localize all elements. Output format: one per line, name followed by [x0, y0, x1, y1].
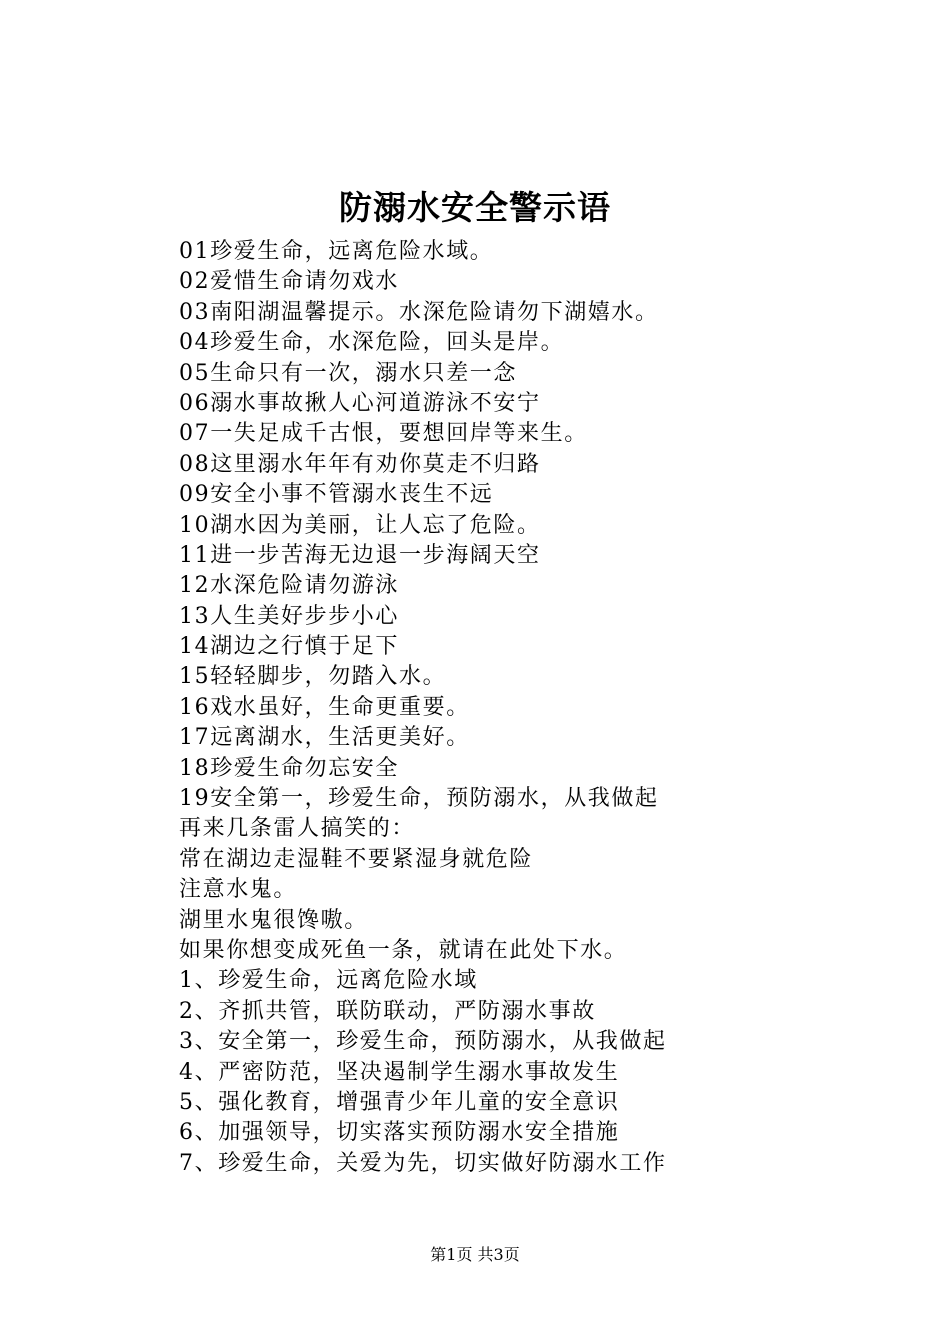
text-line: 1、珍爱生命，远离危险水域 — [179, 968, 478, 994]
text-line: 19安全第一，珍爱生命，预防溺水，从我做起 — [179, 786, 659, 812]
text-line: 11进一步苦海无边退一步海阔天空 — [179, 542, 541, 568]
text-line: 再来几条雷人搞笑的： — [179, 816, 416, 842]
text-line: 07一失足成千古恨，要想回岸等来生。 — [179, 421, 588, 447]
text-line: 14湖边之行慎于足下 — [179, 634, 399, 660]
text-line: 湖里水鬼很馋嗷。 — [179, 907, 368, 933]
text-line: 06溺水事故揪人心河道游泳不安宁 — [179, 390, 541, 416]
text-line: 01珍爱生命，远离危险水域。 — [179, 239, 494, 264]
text-line: 注意水鬼。 — [179, 877, 298, 903]
text-line: 09安全小事不管溺水丧生不远 — [179, 482, 494, 508]
text-line: 7、珍爱生命，关爱为先，切实做好防溺水工作 — [179, 1150, 667, 1176]
text-line: 17远离湖水，生活更美好。 — [179, 725, 470, 751]
text-line: 3、安全第一，珍爱生命，预防溺水，从我做起 — [179, 1029, 667, 1055]
text-line: 15轻轻脚步，勿踏入水。 — [179, 664, 447, 690]
text-line: 08这里溺水年年有劝你莫走不归路 — [179, 451, 541, 477]
text-line: 04珍爱生命，水深危险，回头是岸。 — [179, 330, 565, 356]
text-line: 05生命只有一次，溺水只差一念 — [179, 360, 517, 386]
text-line: 12水深危险请勿游泳 — [179, 573, 399, 599]
text-line: 2、齐抓共管，联防联动，严防溺水事故 — [179, 998, 596, 1024]
text-line: 16戏水虽好，生命更重要。 — [179, 694, 470, 720]
text-line: 03南阳湖温馨提示。水深危险请勿下湖嬉水。 — [179, 299, 659, 325]
slogan-list — [179, 237, 667, 1179]
text-line: 如果你想变成死鱼一条，就请在此处下水。 — [179, 937, 628, 963]
text-line: 10湖水因为美丽，让人忘了危险。 — [179, 512, 541, 538]
text-line: 6、加强领导，切实落实预防溺水安全措施 — [179, 1120, 620, 1146]
text-line: 13人生美好步步小心 — [179, 603, 399, 629]
text-line: 5、强化教育，增强青少年儿童的安全意识 — [179, 1089, 620, 1115]
text-line: 4、严密防范，坚决遏制学生溺水事故发生 — [179, 1059, 620, 1085]
text-line: 02爱惜生命请勿戏水 — [179, 269, 399, 295]
page-footer: 第1页 共3页 — [430, 1245, 520, 1264]
text-line: 常在湖边走湿鞋不要紧湿身就危险 — [179, 846, 534, 872]
text-line: 18珍爱生命勿忘安全 — [179, 755, 399, 781]
document-title: 防溺水安全警示语 — [339, 188, 611, 227]
